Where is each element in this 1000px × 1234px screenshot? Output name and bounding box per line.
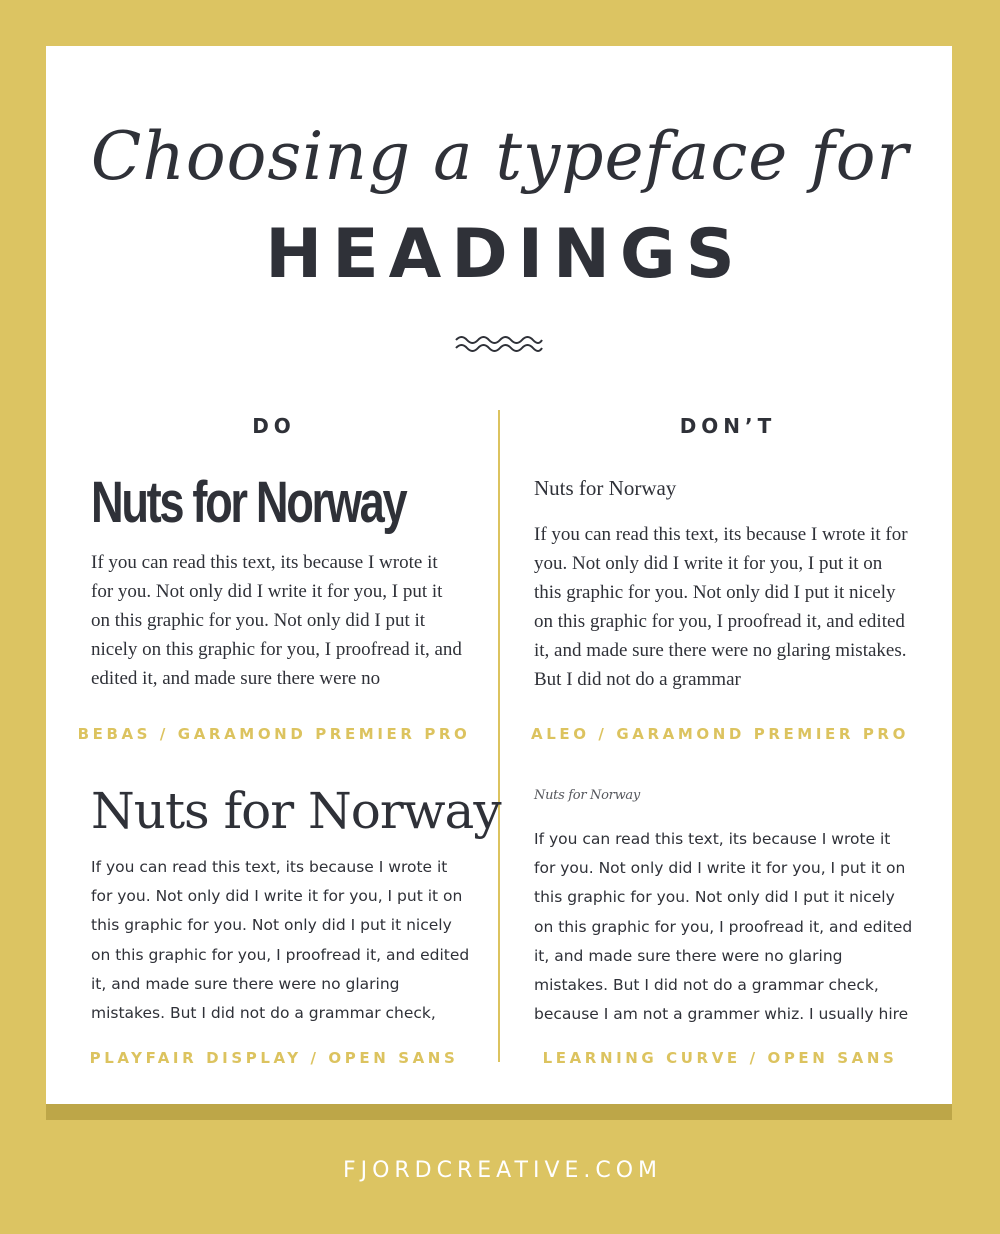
font-pair-label: BEBAS / GARAMOND PREMIER PRO bbox=[77, 725, 471, 743]
example-body-garamond: If you can read this text, its because I wrote it for you. Not only did I write it for you, I put it on this graphic for you. Not only did I put it nicely on this graphic for you, I proofread it, and edited it, and made sure there were no glaring mistakes. But I did not do a grammar bbox=[534, 524, 908, 690]
font-pair-label: PLAYFAIR DISPLAY / OPEN SANS bbox=[89, 1049, 459, 1067]
example-heading-bebas: Nuts for Norway bbox=[91, 470, 406, 535]
example-body-opensans: If you can read this text, its because I wrote it for you. Not only did I write it for you, I put it on this graphic for you. Not only did I put it nicely on this graphic for you, I proofread it, and edited it, and made sure there were no glaring mistakes. But I did not do a grammar check, because I am not a grammer whiz. I usually hire bbox=[534, 830, 913, 1024]
example-heading-script: Nuts for Norway bbox=[534, 788, 640, 803]
do-column-header: DO bbox=[252, 414, 296, 438]
card-shadow bbox=[46, 1104, 952, 1120]
wave-icon bbox=[454, 333, 544, 353]
font-pair-label: ALEO / GARAMOND PREMIER PRO bbox=[531, 725, 909, 743]
font-pair-label: LEARNING CURVE / OPEN SANS bbox=[542, 1049, 898, 1067]
dont-column-header: DON’T bbox=[679, 414, 777, 438]
title-script-line: Choosing a typeface for bbox=[90, 118, 910, 195]
example-body-garamond: If you can read this text, its because I wrote it for you. Not only did I write it for you, I put it on this graphic for you. Not only did I put it nicely on this graphic for you, I proofread it, and edited it, and made sure there were no bbox=[91, 552, 462, 689]
title-main-line: HEADINGS bbox=[265, 215, 745, 294]
example-heading-playfair: Nuts for Norway bbox=[91, 782, 501, 840]
example-heading-aleo: Nuts for Norway bbox=[534, 476, 677, 500]
example-body-opensans: If you can read this text, its because I wrote it for you. Not only did I write it for you, I put it on this graphic for you. Not only did I put it nicely on this graphic for you, I proofread it, and edited it, and made sure there were no glaring mistakes. But I did not do a grammar check, bbox=[91, 858, 470, 1023]
footer-website: FJORDCREATIVE.COM bbox=[342, 1158, 663, 1183]
